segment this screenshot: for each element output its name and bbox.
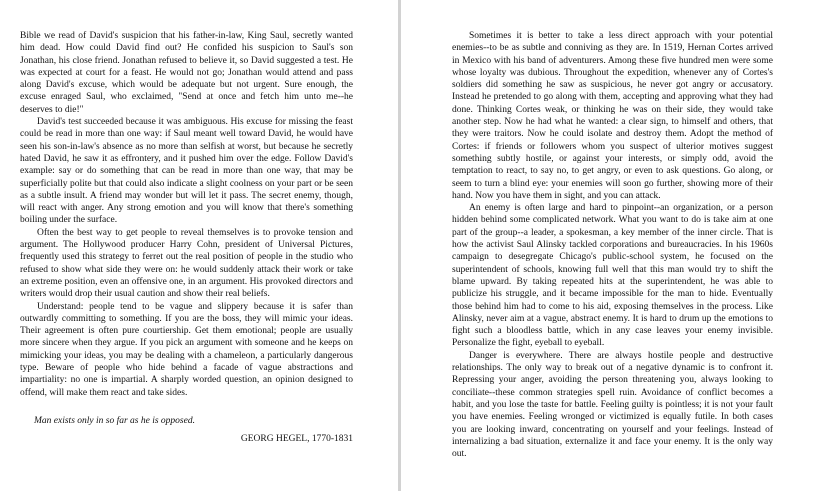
right-page	[401, 0, 813, 491]
left-paragraph-3: Often the best way to get people to reveal themselves is to provoke tension and argument. The Hollywood producer Harry Cohn, president of Universal Pictures, frequently used this strategy to ferret out the real position of people in the studio who refused to show what side they were on: he would suddenly attack their work or take an extreme position, even an offensive one, in an argument. His provoked directors and writers would drop their usual caution and show their real beliefs.	[20, 227, 353, 300]
left-paragraph-2: David's test succeeded because it was ambiguous. His excuse for missing the feast could be read in more than one way: if Saul meant well toward David, he would have seen his son-in-law's absence as no more than selfish at worst, but because he secretly hated David, he saw it as effrontery, and it pushed him over the edge. Follow David's example: say or do something that can be read in more than one way, that may be superficially polite but that could also indicate a slight coolness on your part or be seen as a subtle insult. A friend may wonder but will let it pass. The secret enemy, though, will react with anger. Any strong emotion and you will know that there's something boiling under the surface.	[20, 117, 353, 226]
left-page	[0, 0, 398, 491]
left-paragraph-1: Bible we read of David's suspicion that his father-in-law, King Saul, secretly wanted him dead. How could David find out? He confided his suspicion to Saul's son Jonathan, his close friend. Jonathan refused to believe it, so David suggested a test. He was expected at court for a feast. He would not go; Jonathan would attend and pass along David's excuse, which would be adequate but not urgent. Sure enough, the excuse enraged Saul, who exclaimed, "Send at once and fetch him unto me--he deserves to die!"	[20, 31, 353, 115]
right-paragraph-3: Danger is everywhere. There are always hostile people and destructive relationships. The only way to break out of a negative dynamic is to confront it. Repressing your anger, avoiding the person threatening you, always looking to conciliate--these common strategies spell ruin. Avoidance of conflict becomes a habit, and you lose the taste for battle. Feeling guilty is pointless; it is not your fault you have enemies. Feeling wronged or victimized is equally futile. In both cases you are looking inward, concentrating on yourself and your feelings. Instead of internalizing a bad situation, externalize it and face your enemy. It is the only way out.	[452, 350, 773, 460]
right-paragraph-1: Sometimes it is better to take a less direct approach with your potential enemies--to be as subtle and conniving as they are. In 1519, Hernan Cortes arrived in Mexico with his band of adventurers. Among these five hundred men were some whose loyalty was dubious. Throughout the expedition, whenever any of Cortes's soldiers did something he saw as suspicious, he never got angry or accusatory. Instead he pretended to go along with them, accepting and approving what they had done. Thinking Cortes weak, or thinking he was on their side, they would take another step. Now he had what he wanted: a clear sign, to himself and others, that they were traitors. Now he could isolate and destroy them. Adopt the method of Cortes: if friends or followers whom you suspect of ulterior motives suggest something subtly hostile, or against your interests, or simply odd, avoid the temptation to react, to say no, to get angry, or even to ask questions. Go along, or seem to turn a blind eye: your enemies will soon go further, showing more of their hand. Now you have them in sight, and you can attack.	[452, 31, 773, 201]
epigraph-attribution: GEORG HEGEL, 1770-1831	[240, 434, 353, 445]
right-paragraph-2: An enemy is often large and hard to pinpoint--an organization, or a person hidden behind some complicated network. What you want to do is take aim at one part of the group--a leader, a spokesman, a key member of the inner circle. That is how the activist Saul Alinsky tackled corporations and bureaucracies. In his 1960s campaign to desegregate Chicago's public-school system, he focused on the superintendent of schools, knowing full well that this man would try to shift the blame upward. By taking repeated hits at the superintendent, he was able to publicize his struggle, and it became impossible for the man to hide. Eventually those behind him had to come to his aid, exposing themselves in the process. Like Alinsky, never aim at a vague, abstract enemy. It is hard to drum up the emotions to fight such a bloodless battle, which in any case leaves your enemy invisible. Personalize the fight, eyeball to eyeball.	[452, 203, 773, 349]
epigraph-quote: Man exists only in so far as he is opposed.	[34, 415, 195, 426]
left-paragraph-4: Understand: people tend to be vague and slippery because it is safer than outwardly committing to something. If you are the boss, they will mimic your ideas. Their agreement is often pure courtiership. Get them emotional; people are usually more sincere when they argue. If you pick an argument with someone and he keeps on mimicking your ideas, you may be dealing with a chameleon, a particularly dangerous type. Beware of people who hide behind a facade of vague abstractions and impartiality: no one is impartial. A sharply worded question, an opinion designed to offend, will make them react and take sides.	[20, 301, 353, 398]
